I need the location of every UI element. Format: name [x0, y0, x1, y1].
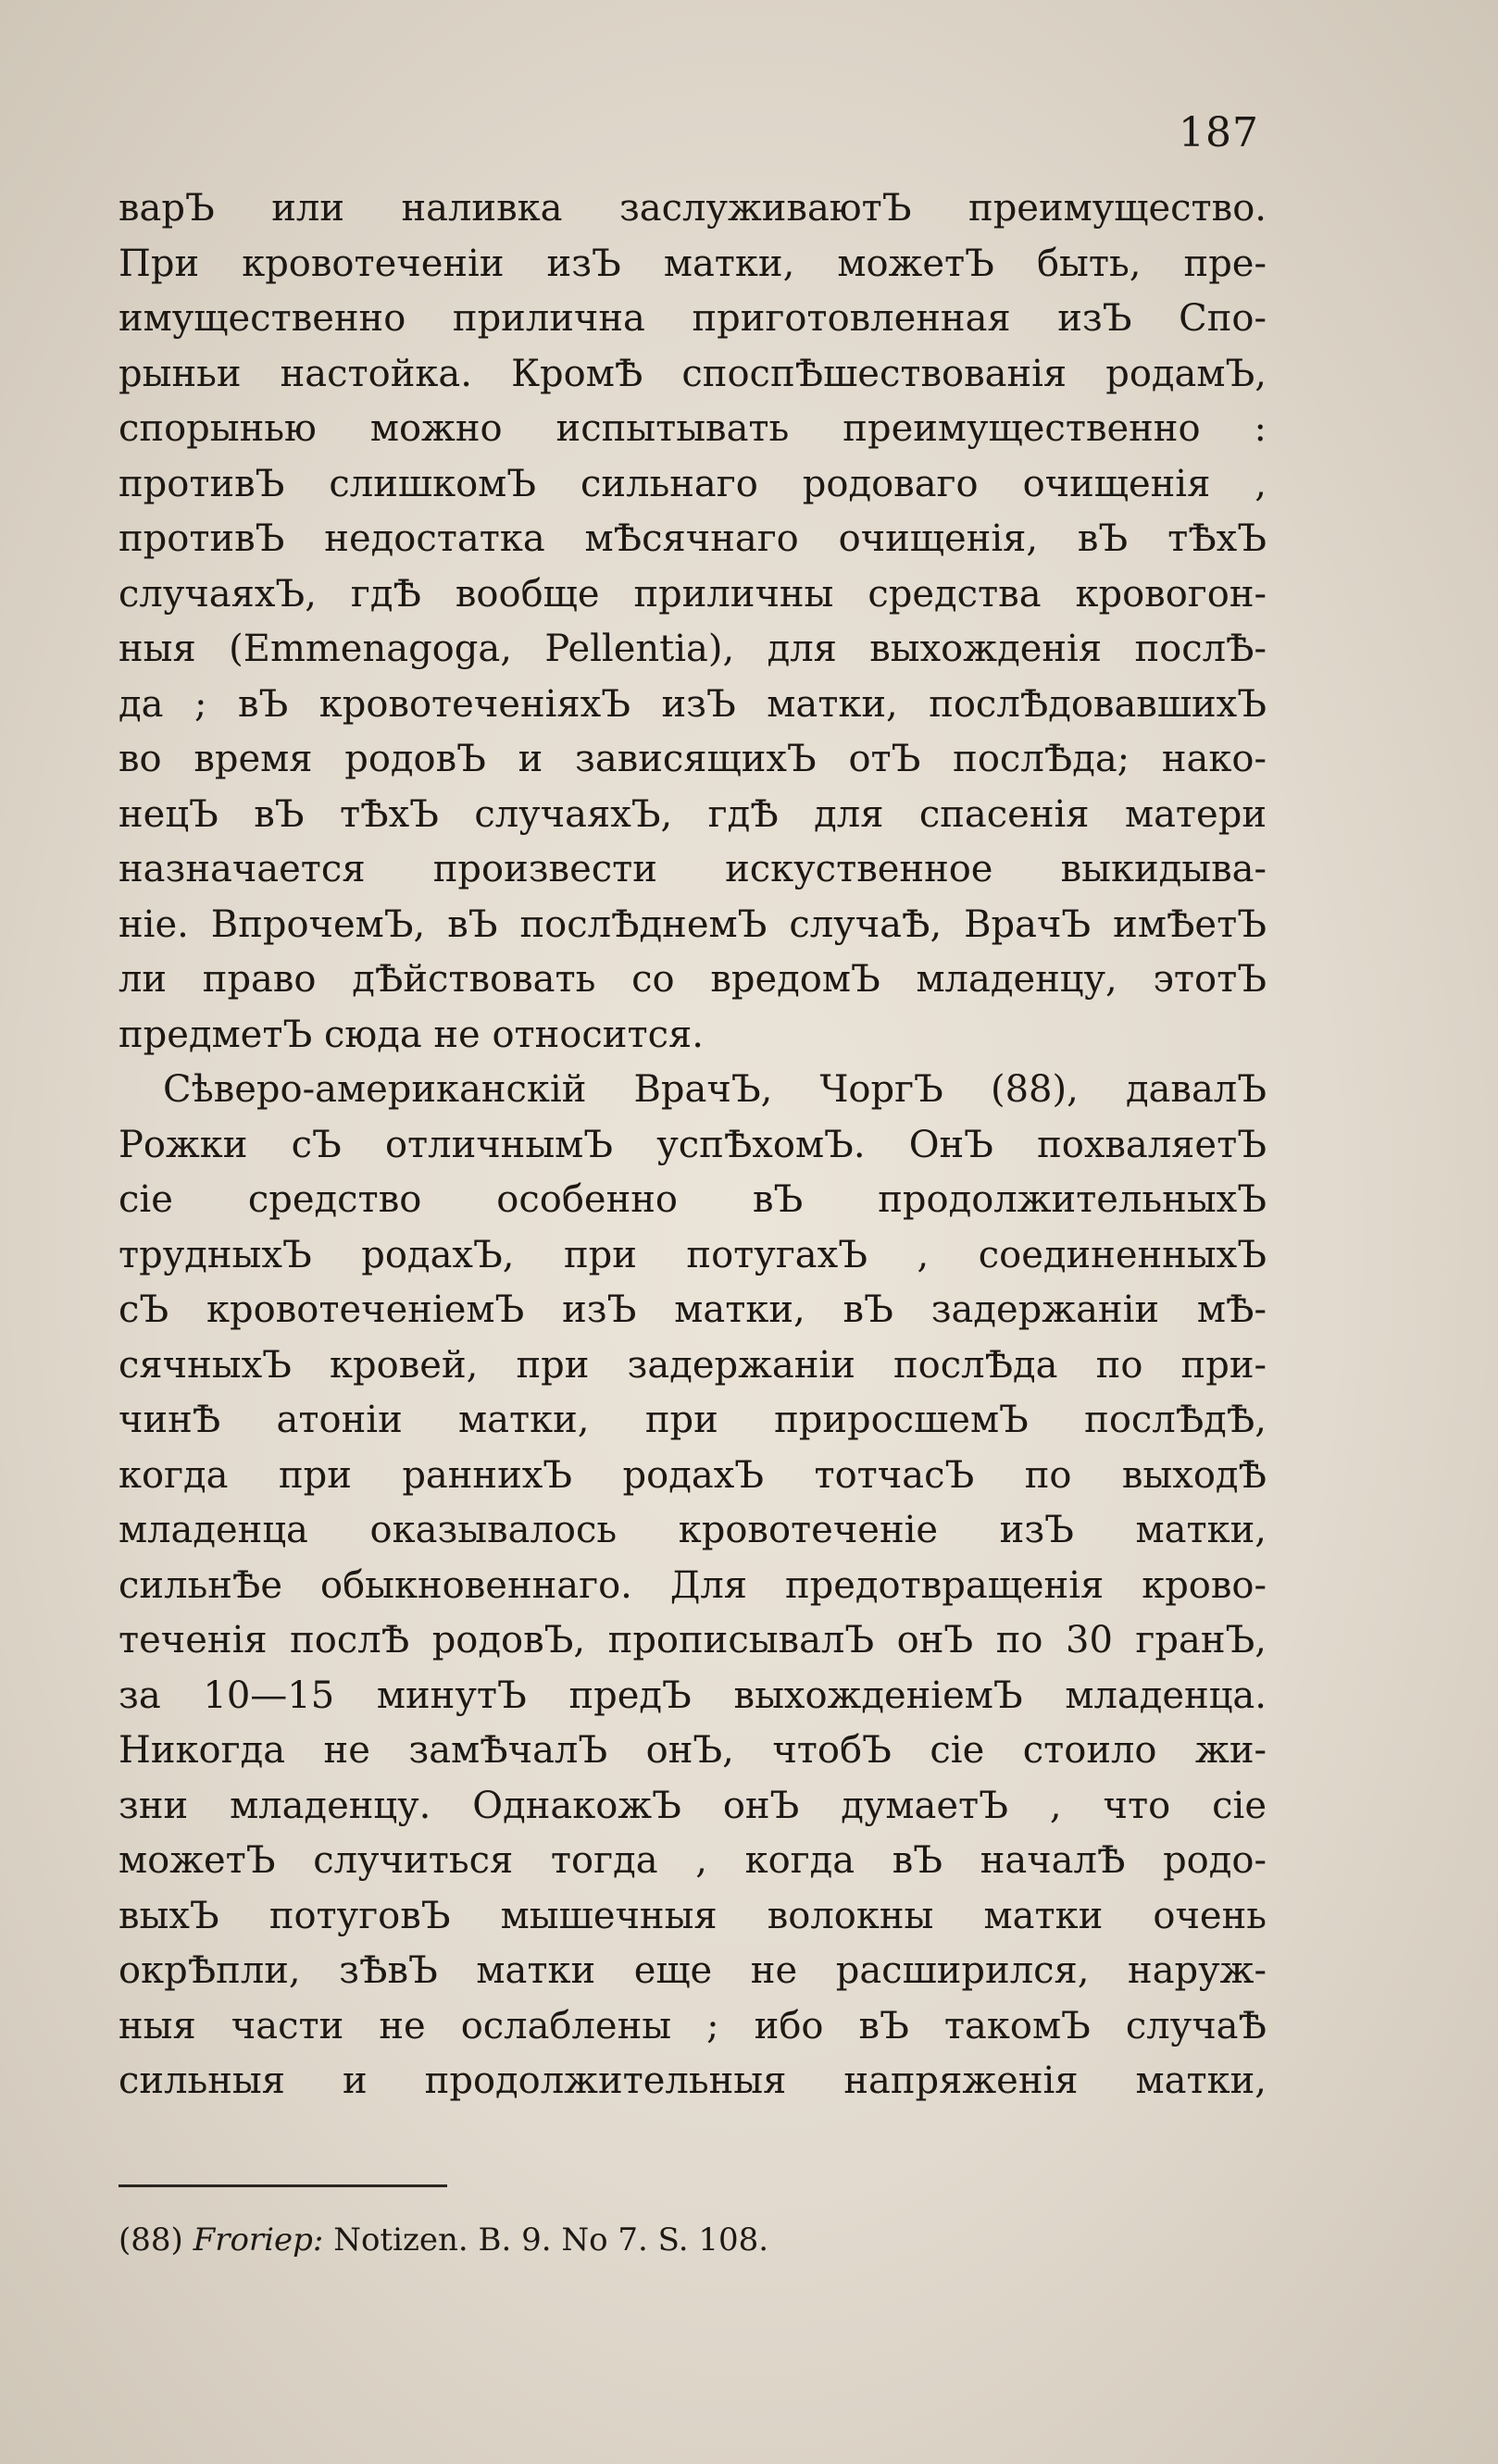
text-line: ніе. ВпрочемЪ, вЪ послѢднемЪ случаѢ, ВрачЪ имѢетЪ: [119, 902, 1267, 946]
text-line: трудныхЪ родахЪ, при потугахЪ , соединенныхЪ: [119, 1233, 1267, 1276]
text-line: за 10—15 минутЪ предЪ выхожденіемЪ младенца.: [119, 1674, 1267, 1717]
text-line: рыньи настойка. КромѢ споспѢшествованія родамЪ,: [119, 352, 1267, 395]
text-line: ныя части не ослаблены ; ибо вЪ такомЪ случаѢ: [119, 2004, 1267, 2047]
text-line: спорынью можно испытывать преимущественно :: [119, 407, 1267, 450]
text-line: во время родовЪ и зависящихЪ отЪ послѢда; нако-: [119, 738, 1267, 780]
text-line: сячныхЪ кровей, при задержаніи послѢда по при-: [119, 1343, 1267, 1387]
text-line: ли право дѢйствовать со вредомЪ младенцу, этотЪ: [119, 958, 1267, 1001]
text-line: Рожки сЪ отличнымЪ успѢхомЪ. ОнЪ похваляетЪ: [119, 1123, 1267, 1166]
text-line: варЪ или наливка заслуживаютЪ преимущество.: [119, 187, 1267, 230]
page-number: 187: [1179, 109, 1259, 156]
footnote-marker: (88): [119, 2221, 183, 2259]
text-line: выхЪ потуговЪ мышечныя волокны матки очень: [119, 1894, 1267, 1937]
footnote-text: Notizen. B. 9. No 7. S. 108.: [333, 2221, 769, 2259]
text-line: Сѣверо-американскій ВрачЪ, ЧоргЪ (88), давалЪ: [163, 1068, 1267, 1111]
text-line: имущественно прилична приготовленная изЪ Спо-: [119, 297, 1267, 340]
text-line: теченія послѢ родовЪ, прописывалЪ онЪ по 30 гранЪ,: [119, 1619, 1267, 1661]
text-line: Никогда не замѢчалЪ онЪ, чтобЪ сіе стоило жи-: [119, 1729, 1267, 1772]
text-line: можетЪ случиться тогда , когда вЪ началѢ родо-: [119, 1839, 1267, 1882]
text-line: да ; вЪ кровотеченіяхЪ изЪ матки, послѢдовавшихЪ: [119, 682, 1267, 726]
text-line: При кровотеченіи изЪ матки, можетЪ быть, пре-: [119, 242, 1267, 285]
text-line: сЪ кровотеченіемЪ изЪ матки, вЪ задержаніи мѢ-: [119, 1288, 1267, 1331]
footnote: [119, 2221, 768, 2259]
text-line: предметЪ сюда не относится.: [119, 1013, 704, 1056]
text-line: назначается произвести искуственное выкидыва-: [119, 848, 1267, 890]
text-line: противЪ слишкомЪ сильнаго родоваго очищенія ,: [119, 462, 1267, 505]
text-line: окрѢпли, зѢвЪ матки еще не расширился, наруж-: [119, 1949, 1267, 1992]
body-text: [119, 181, 1267, 2109]
text-line: чинѢ атоніи матки, при приросшемЪ послѢдѢ,: [119, 1399, 1267, 1441]
text-line: ныя (Emmenagoga, Pellentia), для выхожденія послѢ-: [119, 628, 1267, 670]
footnote-source: Froriep:: [193, 2221, 324, 2259]
text-line: случаяхЪ, гдѢ вообще приличны средства кровогон-: [119, 572, 1267, 616]
text-line: зни младенцу. ОднакожЪ онЪ думаетЪ , что сіе: [119, 1784, 1267, 1827]
text-line: сильнѢе обыкновеннаго. Для предотвращенія крово-: [119, 1563, 1267, 1607]
footnote-divider: [119, 2184, 447, 2187]
text-line: когда при раннихЪ родахЪ тотчасЪ по выходѢ: [119, 1453, 1267, 1497]
text-line: нецЪ вЪ тѢхЪ случаяхЪ, гдѢ для спасенія матери: [119, 792, 1267, 836]
paragraph-1: [119, 181, 1267, 1063]
text-line: сильныя и продолжительныя напряженія матки,: [119, 2060, 1267, 2102]
text-line: младенца оказывалось кровотеченіе изЪ матки,: [119, 1509, 1267, 1551]
text-line: сіе средство особенно вЪ продолжительныхЪ: [119, 1178, 1267, 1221]
paragraph-2: [119, 1063, 1267, 2109]
text-line: противЪ недостатка мѢсячнаго очищенія, вЪ тѢхЪ: [119, 517, 1267, 560]
